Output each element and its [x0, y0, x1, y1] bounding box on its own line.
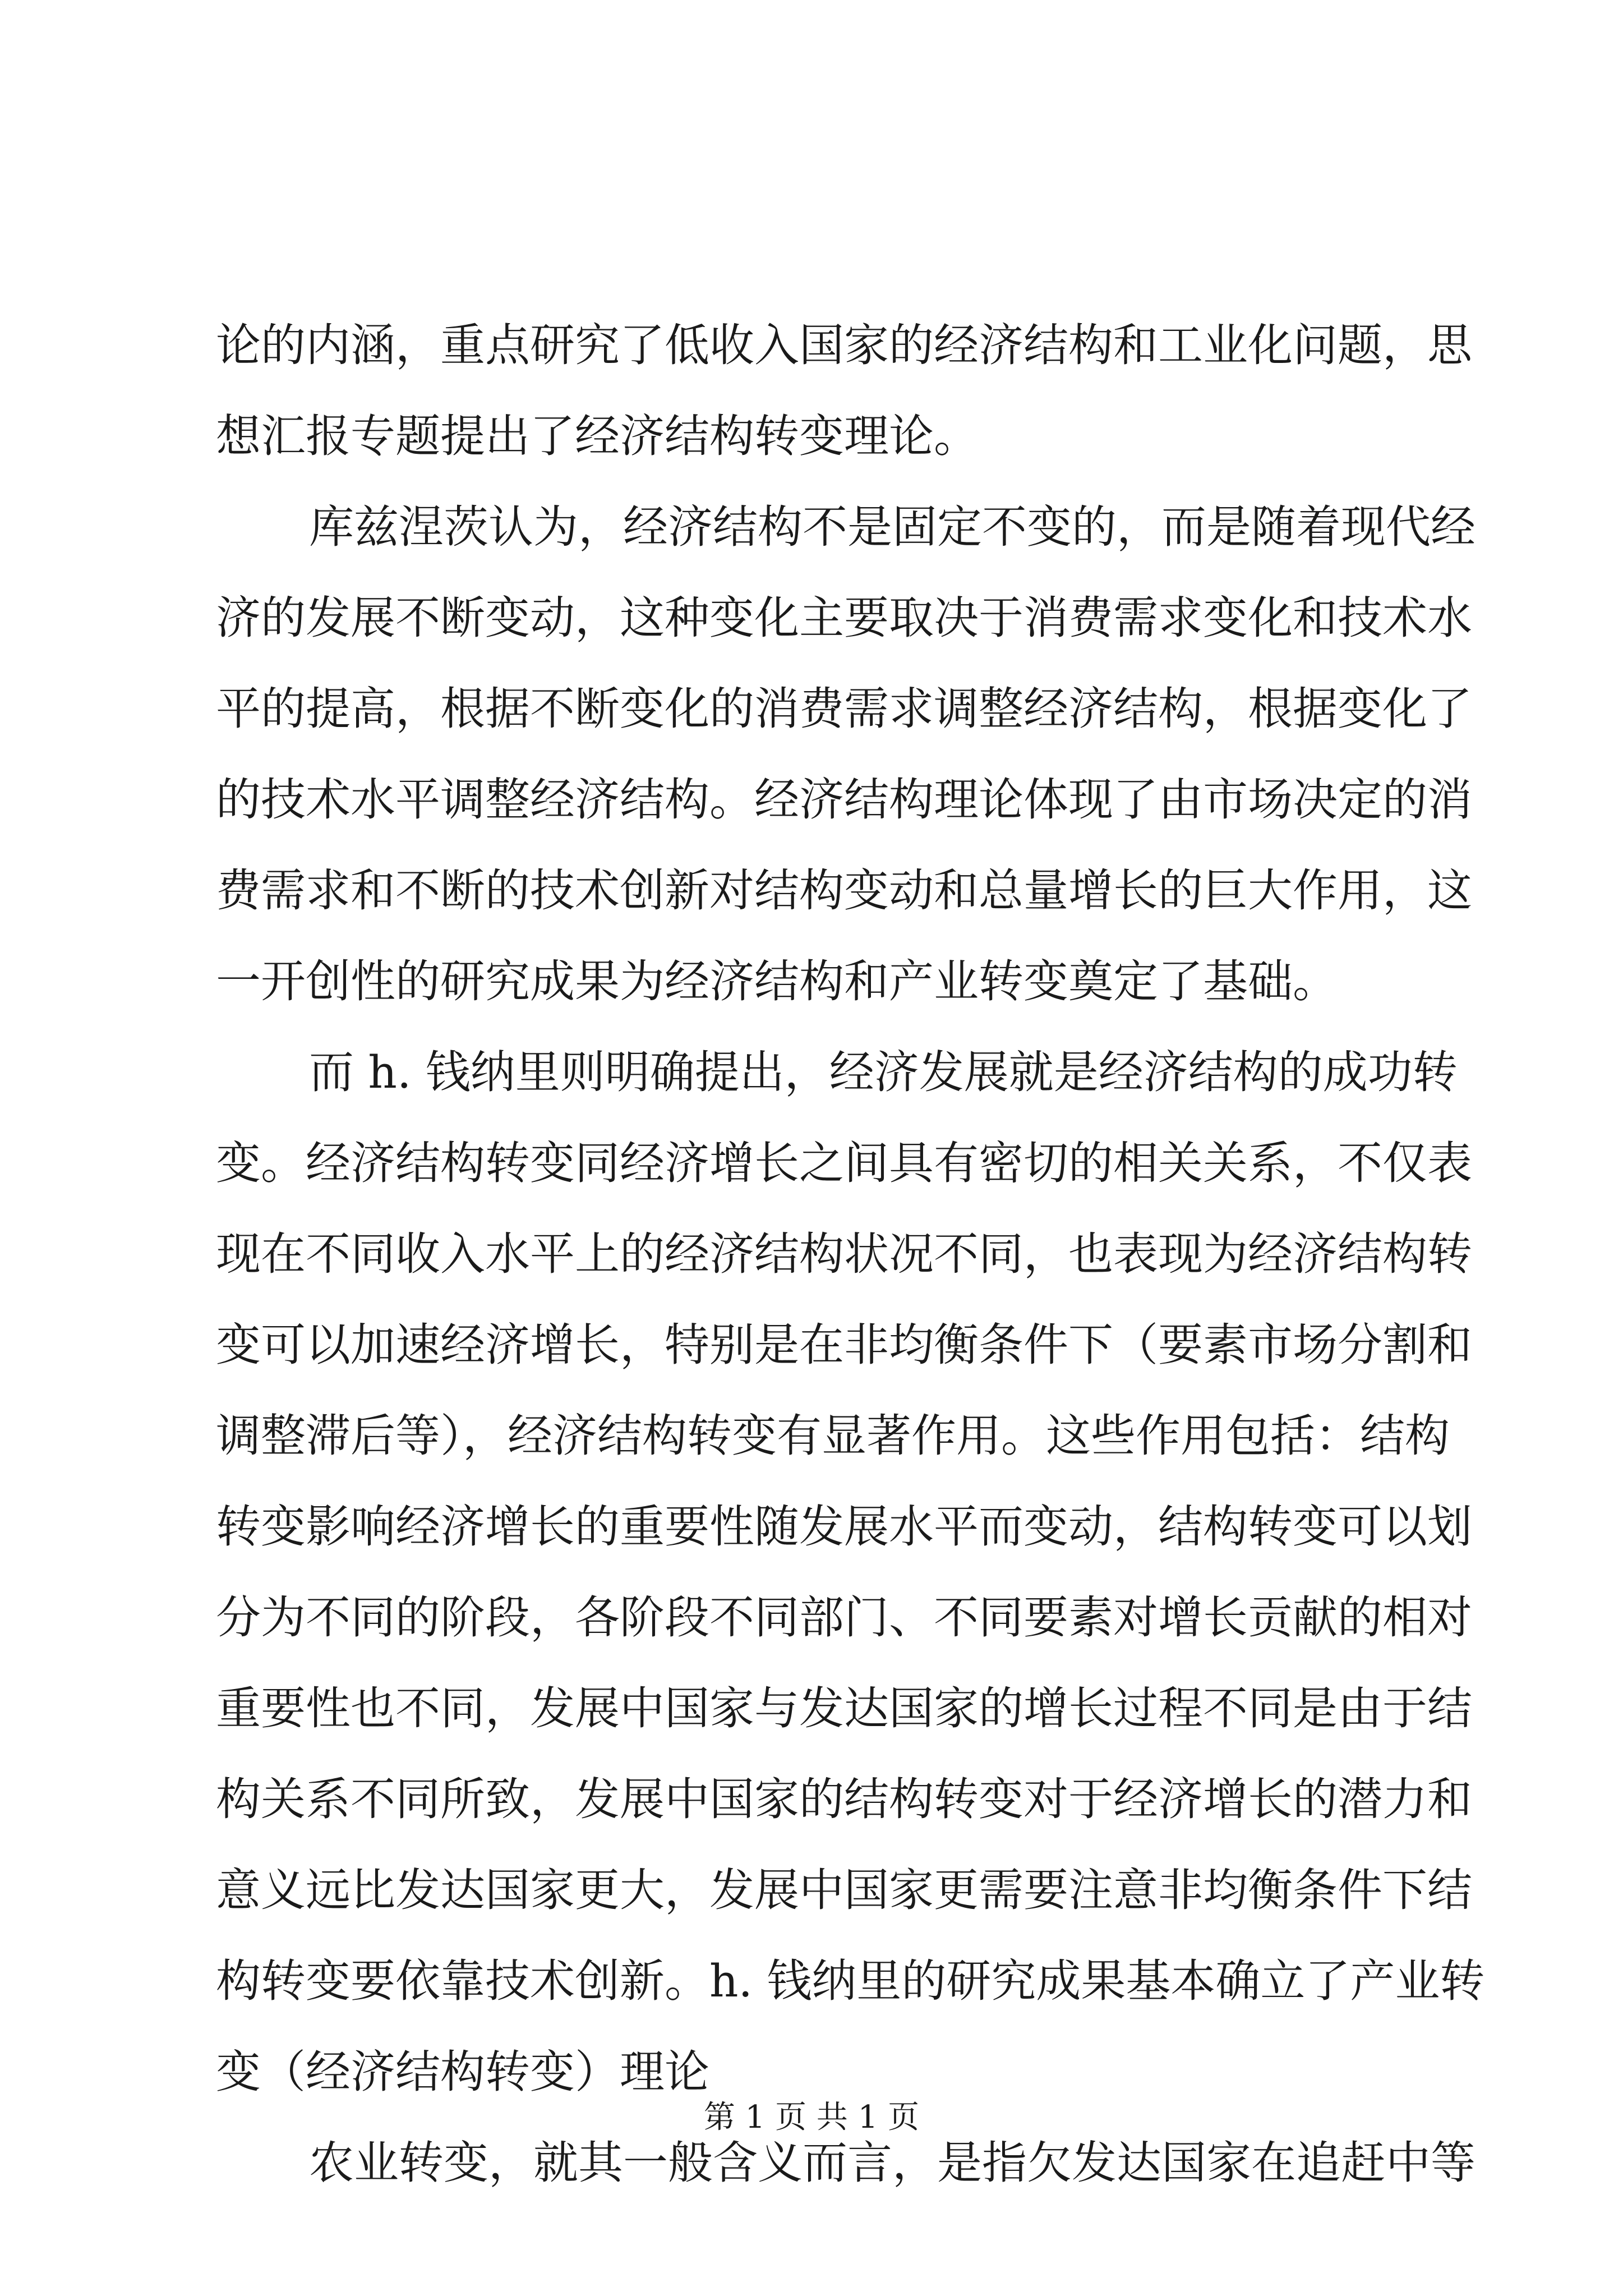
- text-line: 变可以加速经济增长，特别是在非均衡条件下（要素市场分割和: [216, 1319, 1472, 1371]
- text-line: 库兹涅茨认为，经济结构不是固定不变的，而是随着现代经: [309, 501, 1476, 553]
- text-line: 构关系不同所致，发展中国家的结构转变对于经济增长的潜力和: [216, 1773, 1472, 1825]
- page-number-label: 第 1 页 共 1 页: [703, 2099, 920, 2136]
- page-footer: [0, 2098, 1623, 2137]
- text-line: 平的提高，根据不断变化的消费需求调整经济结构，根据变化了: [216, 683, 1472, 735]
- text-line: 的技术水平调整经济结构。经济结构理论体现了由市场决定的消: [216, 774, 1472, 826]
- text-line: 变（经济结构转变）理论: [216, 2046, 709, 2098]
- text-line: 构转变要依靠技术创新。h. 钱纳里的研究成果基本确立了产业转: [216, 1955, 1485, 2007]
- text-line: 而 h. 钱纳里则明确提出，经济发展就是经济结构的成功转: [309, 1046, 1458, 1098]
- text-line: 转变影响经济增长的重要性随发展水平而变动，结构转变可以划: [216, 1501, 1472, 1553]
- body-text: [216, 300, 1485, 2208]
- text-line: 重要性也不同，发展中国家与发达国家的增长过程不同是由于结: [216, 1682, 1472, 1734]
- text-line: 调整滞后等），经济结构转变有显著作用。这些作用包括：结构: [216, 1410, 1450, 1462]
- text-line: 变。经济结构转变同经济增长之间具有密切的相关关系，不仅表: [216, 1137, 1472, 1189]
- text-line: 一开创性的研究成果为经济结构和产业转变奠定了基础。: [216, 955, 1338, 1007]
- text-line: 费需求和不断的技术创新对结构变动和总量增长的巨大作用，这: [216, 864, 1472, 917]
- text-line: 意义远比发达国家更大，发展中国家更需要注意非均衡条件下结: [216, 1864, 1472, 1916]
- text-line: 论的内涵，重点研究了低收入国家的经济结构和工业化问题，思: [216, 319, 1472, 371]
- text-line: 想汇报专题提出了经济结构转变理论。: [216, 410, 979, 462]
- text-line: 济的发展不断变动，这种变化主要取决于消费需求变化和技术水: [216, 592, 1472, 644]
- text-line: 农业转变，就其一般含义而言，是指欠发达国家在追赶中等: [309, 2137, 1476, 2189]
- text-line: 分为不同的阶段，各阶段不同部门、不同要素对增长贡献的相对: [216, 1591, 1472, 1644]
- text-line: 现在不同收入水平上的经济结构状况不同，也表现为经济结构转: [216, 1228, 1472, 1280]
